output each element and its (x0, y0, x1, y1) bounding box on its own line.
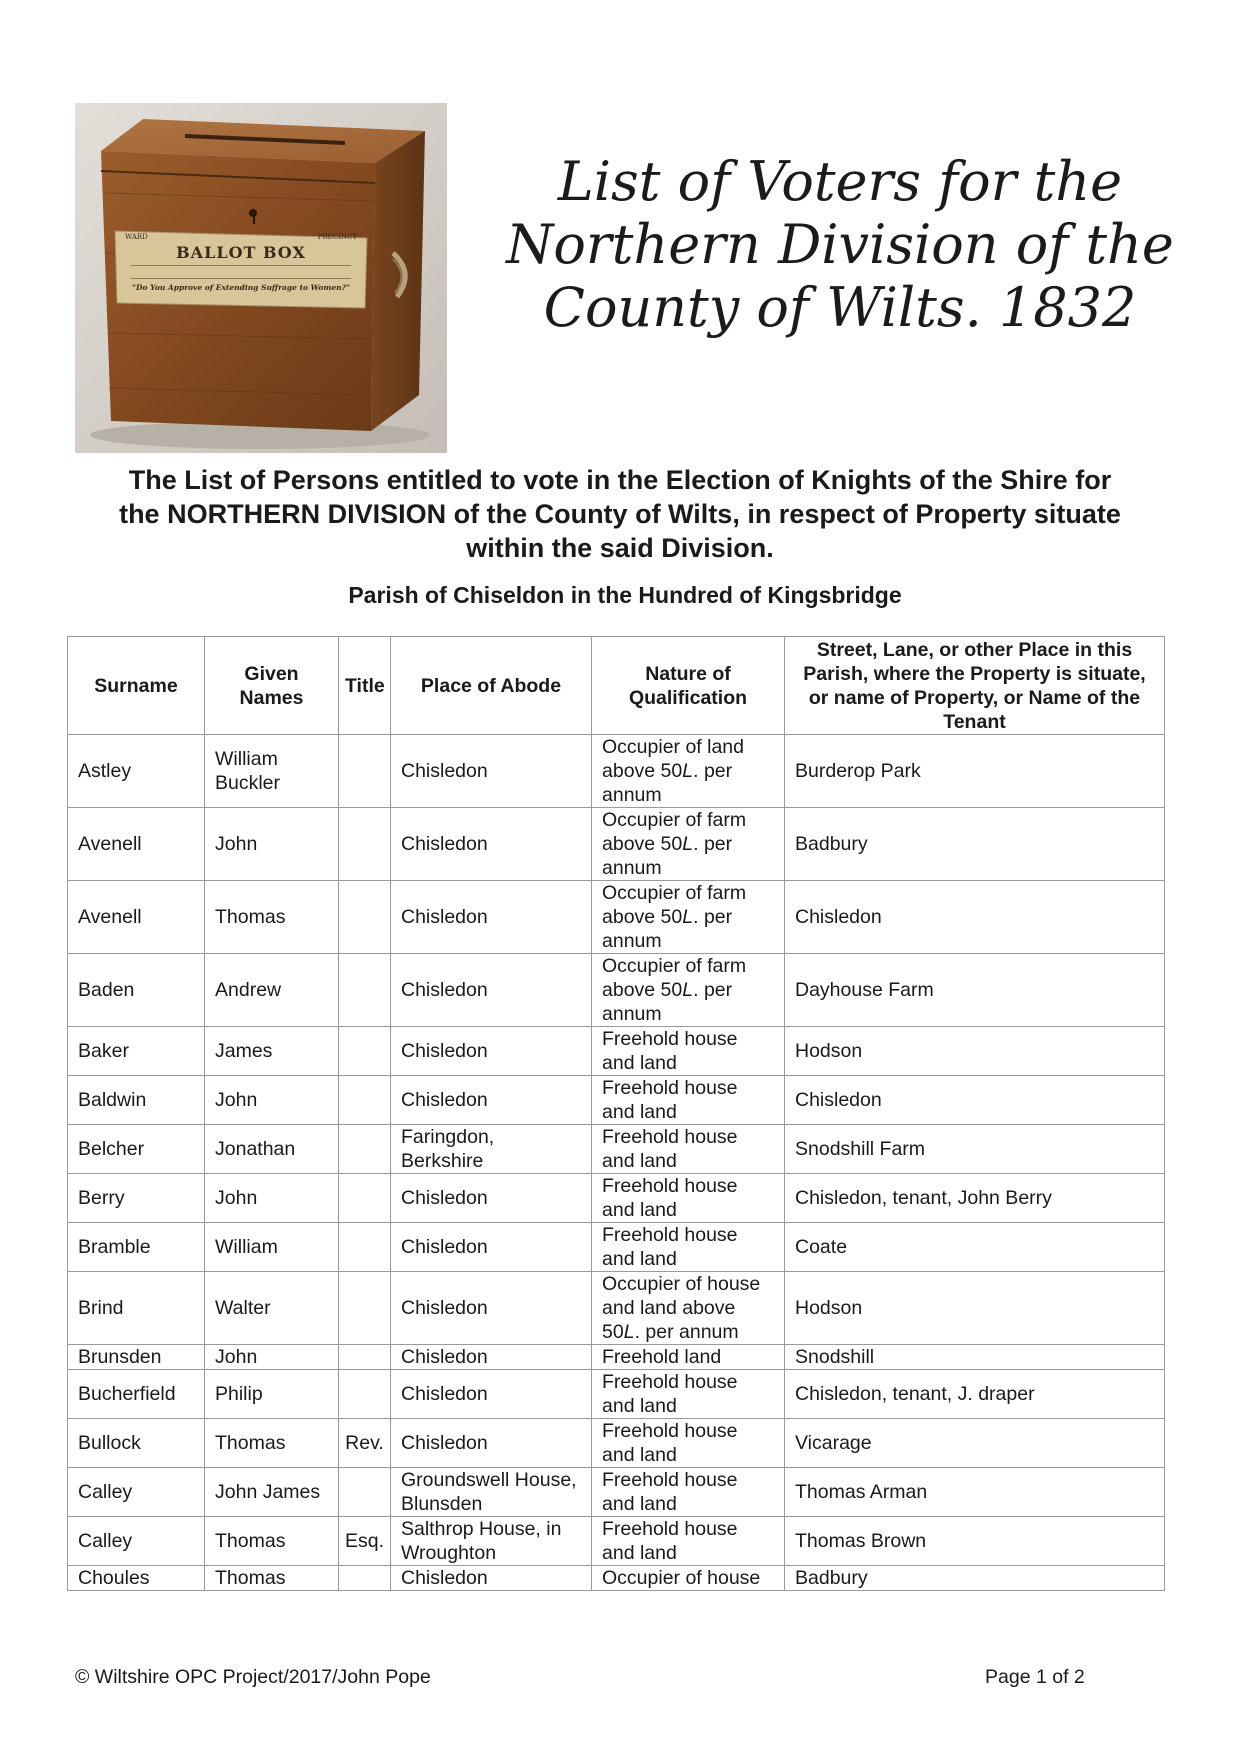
table-row (68, 1566, 1165, 1591)
cell-nature-of-qualification: Freehold house and land (592, 1517, 785, 1566)
cell-surname: Bramble (68, 1223, 205, 1272)
cell-place-of-abode: Chisledon (391, 1419, 592, 1468)
cell-surname: Bullock (68, 1419, 205, 1468)
cell-property-location: Vicarage (785, 1419, 1165, 1468)
cell-given-names: John (205, 1345, 339, 1370)
title-line: County of Wilts. 1832 (543, 276, 1137, 339)
cell-property-location: Dayhouse Farm (785, 954, 1165, 1027)
cell-title: Rev. (339, 1419, 391, 1468)
voters-table-body (68, 735, 1165, 1591)
table-row (68, 1125, 1165, 1174)
cell-property-location: Chisledon, tenant, John Berry (785, 1174, 1165, 1223)
cell-nature-of-qualification: Occupier of farm above 50L. per annum (592, 881, 785, 954)
header-title: Title (339, 637, 391, 735)
ward-label: WARD (125, 233, 148, 241)
cell-title (339, 881, 391, 954)
cell-property-location: Snodshill Farm (785, 1125, 1165, 1174)
cell-title (339, 1174, 391, 1223)
cell-nature-of-qualification: Freehold house and land (592, 1223, 785, 1272)
cell-property-location: Chisledon, tenant, J. draper (785, 1370, 1165, 1419)
cell-given-names: Thomas (205, 1517, 339, 1566)
cell-nature-of-qualification: Occupier of farm above 50L. per annum (592, 954, 785, 1027)
cell-given-names: Thomas (205, 881, 339, 954)
table-row (68, 954, 1165, 1027)
cell-nature-of-qualification: Occupier of house and land above 50L. per annum (592, 1272, 785, 1345)
cell-title (339, 1223, 391, 1272)
cell-given-names: Thomas (205, 1566, 339, 1591)
cell-given-names: William Buckler (205, 735, 339, 808)
cell-place-of-abode: Chisledon (391, 1223, 592, 1272)
table-row (68, 1174, 1165, 1223)
cell-surname: Avenell (68, 881, 205, 954)
table-row (68, 1468, 1165, 1517)
copyright-footer: © Wiltshire OPC Project/2017/John Pope (75, 1666, 431, 1688)
cell-property-location: Coate (785, 1223, 1165, 1272)
cell-title (339, 808, 391, 881)
table-row (68, 1076, 1165, 1125)
cell-nature-of-qualification: Occupier of house (592, 1566, 785, 1591)
intro-line: the NORTHERN DIVISION of the County of Wilts, in respect of Property situate (119, 499, 1121, 529)
cell-given-names: Philip (205, 1370, 339, 1419)
cell-nature-of-qualification: Freehold house and land (592, 1370, 785, 1419)
document-title (490, 150, 1190, 339)
cell-property-location: Chisledon (785, 881, 1165, 954)
cell-surname: Belcher (68, 1125, 205, 1174)
cell-property-location: Badbury (785, 808, 1165, 881)
cell-given-names: James (205, 1027, 339, 1076)
cell-place-of-abode: Chisledon (391, 1566, 592, 1591)
cell-place-of-abode: Chisledon (391, 881, 592, 954)
cell-surname: Bucherfield (68, 1370, 205, 1419)
title-line: Northern Division of the (506, 213, 1174, 276)
cell-nature-of-qualification: Freehold house and land (592, 1468, 785, 1517)
precinct-label: PRECINCT (317, 233, 357, 241)
cell-property-location: Snodshill (785, 1345, 1165, 1370)
cell-surname: Brind (68, 1272, 205, 1345)
intro-line: within the said Division. (466, 533, 774, 563)
cell-property-location: Hodson (785, 1272, 1165, 1345)
cell-property-location: Hodson (785, 1027, 1165, 1076)
cell-given-names: John (205, 1174, 339, 1223)
cell-title (339, 1468, 391, 1517)
cell-surname: Calley (68, 1468, 205, 1517)
cell-property-location: Thomas Arman (785, 1468, 1165, 1517)
cell-place-of-abode: Groundswell House, Blunsden (391, 1468, 592, 1517)
cell-place-of-abode: Chisledon (391, 1345, 592, 1370)
cell-surname: Baden (68, 954, 205, 1027)
header-given-names: Given Names (205, 637, 339, 735)
table-row (68, 1027, 1165, 1076)
cell-title (339, 1272, 391, 1345)
ballot-box-photo (75, 103, 447, 453)
cell-given-names: John James (205, 1468, 339, 1517)
parish-heading: Parish of Chiseldon in the Hundred of Kingsbridge (348, 582, 902, 608)
cell-place-of-abode: Chisledon (391, 1076, 592, 1125)
cell-surname: Brunsden (68, 1345, 205, 1370)
cell-place-of-abode: Chisledon (391, 735, 592, 808)
header-property-location: Street, Lane, or other Place in this Parish, where the Property is situate, or name of Property, or Name of the Tenant (785, 637, 1165, 735)
cell-given-names: John (205, 1076, 339, 1125)
table-row (68, 1223, 1165, 1272)
cell-place-of-abode: Salthrop House, in Wroughton (391, 1517, 592, 1566)
cell-title (339, 735, 391, 808)
cell-surname: Calley (68, 1517, 205, 1566)
cell-place-of-abode: Faringdon, Berkshire (391, 1125, 592, 1174)
cell-given-names: Jonathan (205, 1125, 339, 1174)
cell-place-of-abode: Chisledon (391, 808, 592, 881)
cell-place-of-abode: Chisledon (391, 1174, 592, 1223)
cell-given-names: William (205, 1223, 339, 1272)
ballot-label-text (117, 231, 365, 303)
cell-title: Esq. (339, 1517, 391, 1566)
table-header-row (68, 637, 1165, 735)
intro-line: The List of Persons entitled to vote in the Election of Knights of the Shire for (128, 465, 1112, 495)
cell-title (339, 1345, 391, 1370)
cell-place-of-abode: Chisledon (391, 954, 592, 1027)
cell-nature-of-qualification: Freehold house and land (592, 1125, 785, 1174)
table-row (68, 881, 1165, 954)
suffrage-question: "Do You Approve of Extending Suffrage to Women?" (132, 283, 350, 292)
header-nature-of-qualification: Nature of Qualification (592, 637, 785, 735)
table-row (68, 735, 1165, 808)
cell-nature-of-qualification: Freehold house and land (592, 1419, 785, 1468)
cell-title (339, 1076, 391, 1125)
cell-title (339, 1370, 391, 1419)
table-row (68, 1345, 1165, 1370)
intro-paragraph (60, 463, 1180, 565)
cell-surname: Baker (68, 1027, 205, 1076)
cell-place-of-abode: Chisledon (391, 1027, 592, 1076)
cell-nature-of-qualification: Freehold land (592, 1345, 785, 1370)
cell-nature-of-qualification: Freehold house and land (592, 1076, 785, 1125)
cell-title (339, 1566, 391, 1591)
voters-table (67, 636, 1165, 1591)
cell-surname: Baldwin (68, 1076, 205, 1125)
cell-surname: Avenell (68, 808, 205, 881)
title-line: List of Voters for the (557, 150, 1123, 213)
cell-place-of-abode: Chisledon (391, 1272, 592, 1345)
cell-property-location: Chisledon (785, 1076, 1165, 1125)
cell-given-names: Thomas (205, 1419, 339, 1468)
table-row (68, 1517, 1165, 1566)
cell-nature-of-qualification: Occupier of farm above 50L. per annum (592, 808, 785, 881)
cell-place-of-abode: Chisledon (391, 1370, 592, 1419)
cell-surname: Berry (68, 1174, 205, 1223)
cell-surname: Astley (68, 735, 205, 808)
table-row (68, 1370, 1165, 1419)
table-row (68, 808, 1165, 881)
cell-given-names: Walter (205, 1272, 339, 1345)
ballot-box-label: BALLOT BOX (176, 243, 306, 262)
cell-property-location: Burderop Park (785, 735, 1165, 808)
cell-property-location: Thomas Brown (785, 1517, 1165, 1566)
cell-surname: Choules (68, 1566, 205, 1591)
cell-title (339, 1125, 391, 1174)
page-number: Page 1 of 2 (985, 1666, 1085, 1688)
cell-nature-of-qualification: Occupier of land above 50L. per annum (592, 735, 785, 808)
cell-title (339, 1027, 391, 1076)
cell-nature-of-qualification: Freehold house and land (592, 1027, 785, 1076)
table-row (68, 1272, 1165, 1345)
header-place-of-abode: Place of Abode (391, 637, 592, 735)
cell-property-location: Badbury (785, 1566, 1165, 1591)
cell-given-names: John (205, 808, 339, 881)
cell-title (339, 954, 391, 1027)
cell-nature-of-qualification: Freehold house and land (592, 1174, 785, 1223)
cell-given-names: Andrew (205, 954, 339, 1027)
table-row (68, 1419, 1165, 1468)
header-surname: Surname (68, 637, 205, 735)
